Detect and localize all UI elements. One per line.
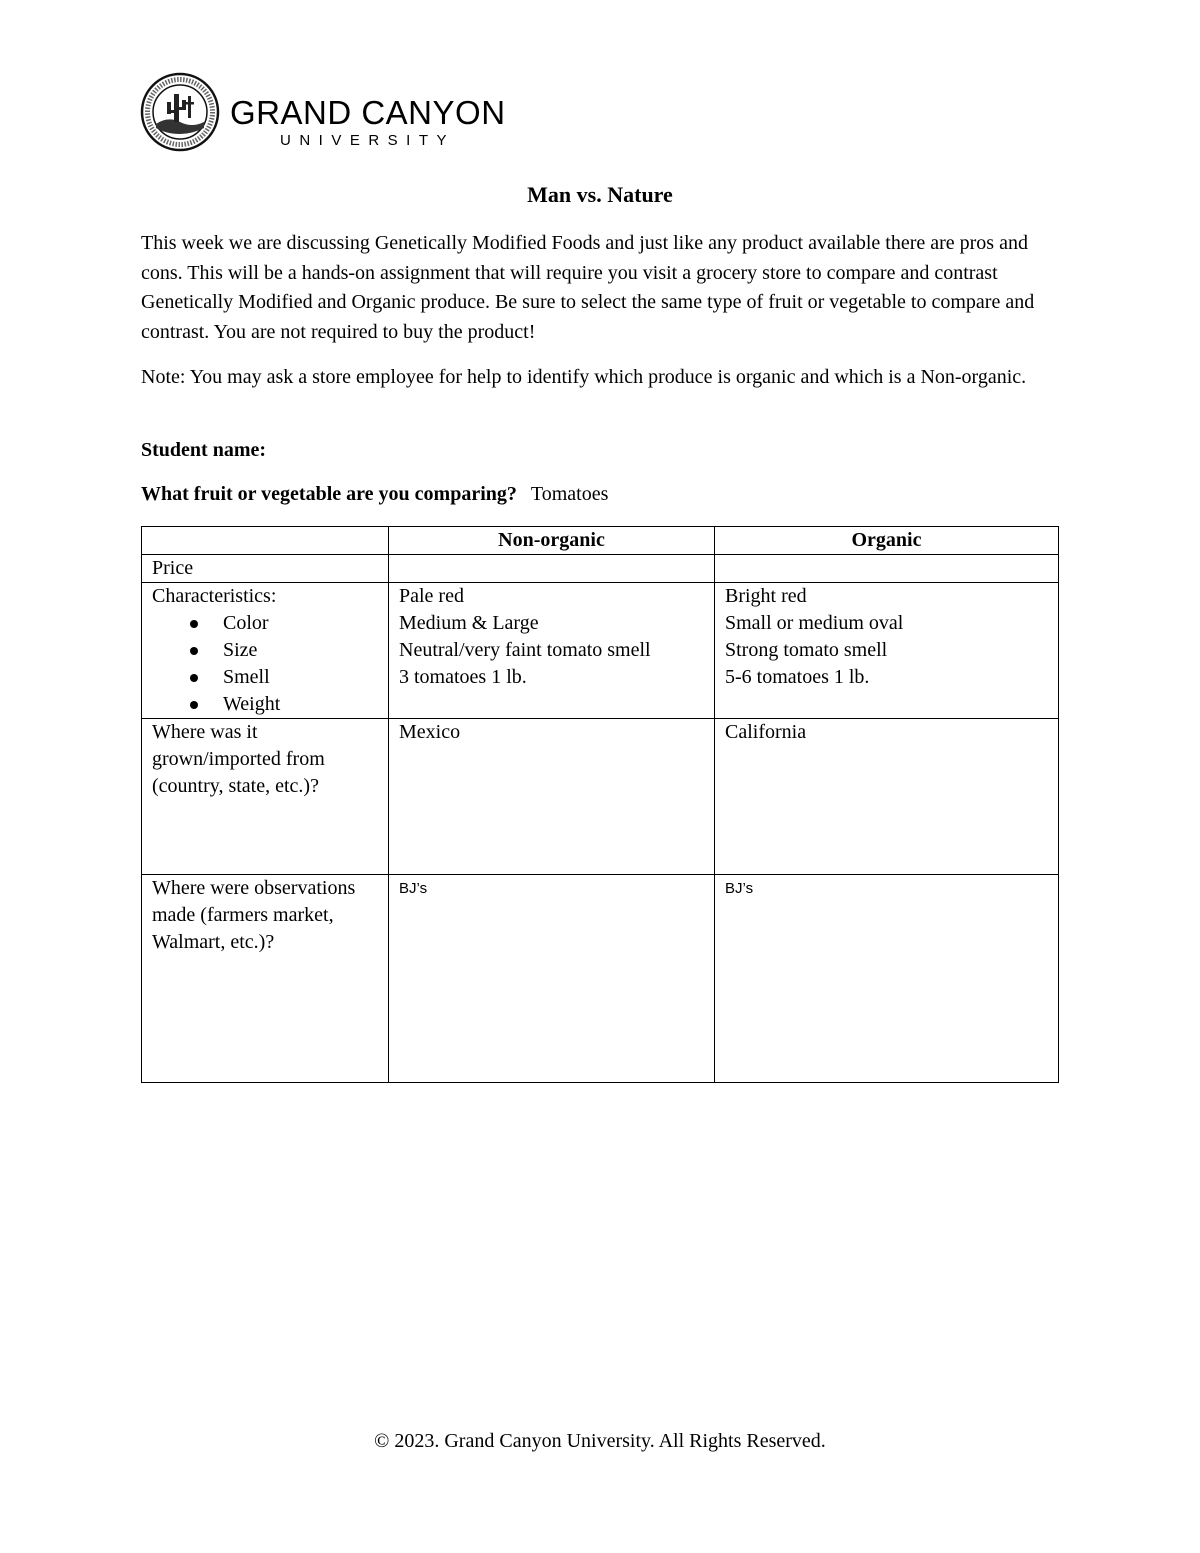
- comparison-question-row: [141, 480, 608, 509]
- characteristics-list: [152, 610, 378, 718]
- header-cell-blank: [142, 527, 389, 555]
- logo-wordmark: GRAND CANYON: [230, 94, 506, 131]
- list-item: Smell: [190, 664, 378, 691]
- table-row-price: [142, 555, 1059, 583]
- characteristics-organic: [715, 583, 1059, 719]
- student-name-label: Student name:: [141, 439, 267, 461]
- comparison-answer: Tomatoes: [530, 483, 609, 505]
- header-organic: Organic: [715, 527, 1059, 555]
- list-item: Color: [190, 610, 378, 637]
- student-name-row: [141, 436, 266, 465]
- origin-non-organic: Mexico: [389, 719, 715, 875]
- characteristics-label: Characteristics:: [152, 585, 277, 607]
- location-organic: BJ’s: [715, 875, 1059, 1083]
- list-item: Weight: [190, 691, 378, 718]
- non-organic-weight: 3 tomatoes 1 lb.: [399, 666, 527, 688]
- characteristics-label-cell: [142, 583, 389, 719]
- price-label: Price: [142, 555, 389, 583]
- organic-color: Bright red: [725, 585, 807, 607]
- non-organic-size: Medium & Large: [399, 612, 539, 634]
- list-item: Size: [190, 637, 378, 664]
- organic-smell: Strong tomato smell: [725, 639, 888, 661]
- price-non-organic: [389, 555, 715, 583]
- non-organic-smell: Neutral/very faint tomato smell: [399, 639, 651, 661]
- comparison-table: [141, 526, 1059, 1083]
- note-paragraph: Note: You may ask a store employee for help to identify which produce is organic and which is a Non-organic.: [141, 366, 1027, 388]
- origin-label: Where was it grown/imported from (country, state, etc.)?: [142, 719, 389, 875]
- intro-paragraph: This week we are discussing Genetically Modified Foods and just like any product available there are pros and cons. This will be a hands-on assignment that will require you visit a grocery store to compare and contrast Genetically Modified and Organic produce. Be sure to select the same type of fruit or vegetable to compare and contrast. You are not required to buy the product!: [141, 232, 1035, 343]
- table-row-location: [142, 875, 1059, 1083]
- page-title: Man vs. Nature: [527, 182, 673, 207]
- logo-subtitle: UNIVERSITY: [280, 132, 456, 149]
- university-seal-icon: [140, 72, 220, 152]
- organic-size: Small or medium oval: [725, 612, 904, 634]
- header-non-organic: Non-organic: [389, 527, 715, 555]
- organic-weight: 5-6 tomatoes 1 lb.: [725, 666, 870, 688]
- table-row-origin: [142, 719, 1059, 875]
- origin-organic: California: [715, 719, 1059, 875]
- table-row-characteristics: [142, 583, 1059, 719]
- location-non-organic: BJ’s: [389, 875, 715, 1083]
- characteristics-non-organic: [389, 583, 715, 719]
- location-label: Where were observations made (farmers market, Walmart, etc.)?: [142, 875, 389, 1083]
- comparison-question-label: What fruit or vegetable are you comparing?: [141, 483, 517, 505]
- price-organic: [715, 555, 1059, 583]
- table-header-row: [142, 527, 1059, 555]
- university-logo: [140, 72, 505, 152]
- copyright-footer: © 2023. Grand Canyon University. All Rights Reserved.: [374, 1430, 826, 1452]
- non-organic-color: Pale red: [399, 585, 464, 607]
